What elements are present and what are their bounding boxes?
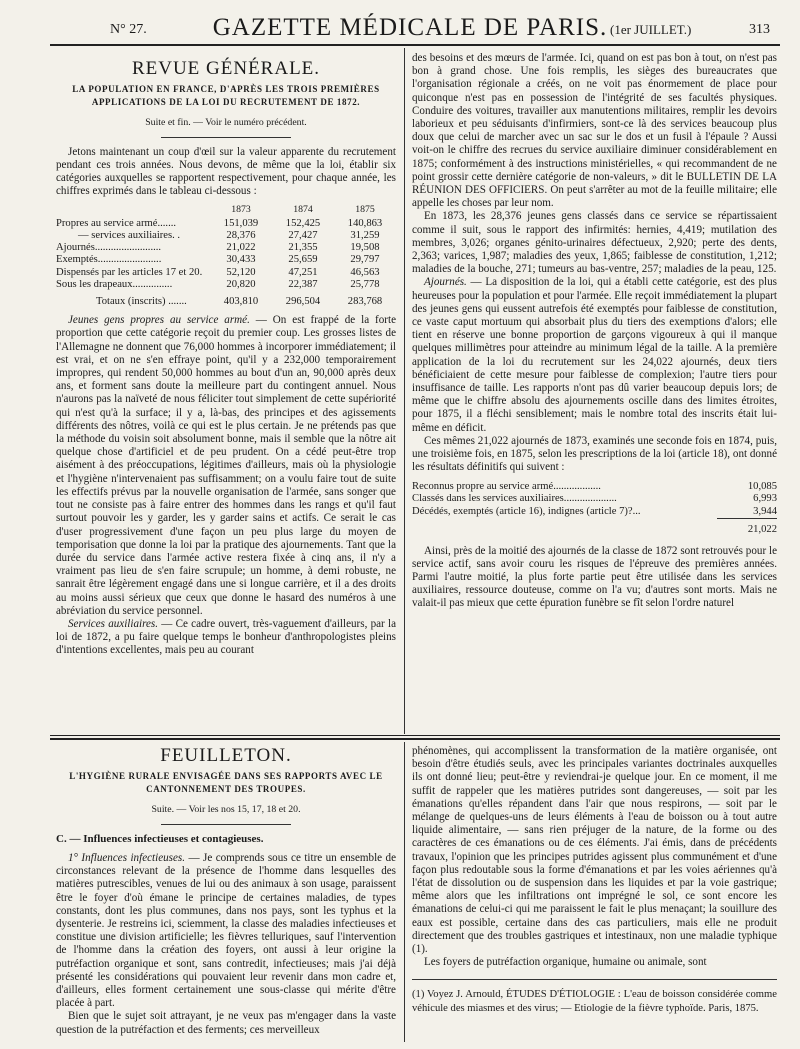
paragraph-infectieuses [56,852,396,1010]
table-cell: 152,425 [285,217,321,229]
feuilleton-title: FEUILLETON. [160,745,292,766]
masthead-rule [50,44,780,46]
revue-continuation: Suite et fin. — Voir le numéro précédent. [145,116,307,128]
table-row [412,506,777,519]
revue-title: REVUE GÉNÉRALE. [131,58,321,79]
table-cell: 151,039 [223,217,259,229]
table-cell: 27,427 [288,230,318,242]
table-cell: 296,504 [285,296,321,308]
paragraph: des besoins et des mœurs de l'armée. Ici, quand on est pas bon à tout, on n'est pas bon à grand chose. Une fois remplis, les sièges des bureaucrates que l'organisation régionale a créés, on ne voit pas énormement de place pour quiconque n'est pas en possession de l'intégrité de ses facultés physiques. Conduire des voitures, travailler aux manutentions militaires, remplir les devoirs laborieux et peu séduisants d'infirmiers, sont-ce là des services beaucoup plus doux que celui de marcher avec un sac sur le dos et un fusil à l'épaule ? Aussi voit-on le chiffre des recrues du service auxiliaire diminuer considérablement en 1875; conformément à des instructions ministérielles, « qui recommandent de ne point grossir cette dernière catégorie de non-valeurs, » dit le BULLETIN DE LA RÉUNION DES OFFICIERS. On peut s'arrêter au mot de la feuille militaire; elle appelle les choses par leur nom. [412,52,777,210]
issue-number: N° 27. [110,22,147,37]
footnote: (1) Voyez J. Arnould, ÉTUDES D'ÉTIOLOGIE : L'eau de boisson considérée comme véhicule des miasmes et des virus; — Etiologie de la fièvre typhoïde. Paris, 1875. [412,979,777,1014]
table-cell: 3,944 [717,506,777,519]
feuilleton-rule-double [50,738,780,740]
recruitment-table [56,203,396,309]
table-row [412,481,777,494]
table-cell: Reconnus propre au service armé.................. [412,480,601,492]
table-cell: Classés dans les services auxiliaires.................... [412,493,617,504]
table-cell: 283,768 [347,296,383,308]
section-heading: C. — Influences infectieuses et contagieuses. [56,832,264,845]
table-cell: 21,022 [747,524,777,535]
feuilleton-right-column [412,745,777,1015]
table-cell: 25,659 [288,254,318,266]
paragraph: En 1873, les 28,376 jeunes gens classés dans ce service se répartissaient comme il suit, sous le rapport des infirmités: hernies, 4,419; mutilation des membres, 3,026; organes génito-urinaires défectueux, 2,920; perte des dents, 2,363; varices, 1,987; maladies des yeux, 1,865; faiblesse de constitution, 1,212; maladies de la bouche, 271; tumeurs au bas-ventre, 257; maladies de la peau, 125. [412,210,777,276]
paragraph-label: Jeunes gens propres au service armé. [68,314,250,327]
issue-date: (1er JUILLET.) [610,22,692,37]
paragraph-label: 1° Influences infectieuses. [68,852,186,865]
table-row [56,218,396,230]
table-row [56,242,396,254]
table-cell: 20,820 [226,278,256,290]
table-cell: Sous les drapeaux............... [56,278,173,290]
table-cell: 46,563 [350,266,380,278]
table-cell: 31,259 [350,230,380,242]
paragraph: phénomènes, qui accomplissent la transformation de la matière organisée, ont besoin d'être étudiés seuls, avec les principales variantes doctrinales auxquelles ils ont donné lieu; peut-être y reviendrai-je quelque jour. En ce moment, il me suffit de rappeler que les matières putrides sont dangereuses, — soit par les émanations qu'elles répandent dans l'air que nous respirons, — soit par le mélange de quelques-uns de leurs éléments à l'eau de boisson ou à tout autre liquide alimentaire, — sans rien préjuger de la nature, de la forme ou des caractères de ces émanations ou de ces éléments. J'ai émis, dans de précédents travaux, l'opinion que les principes putrides agissent plus communément et d'une façon plus redoutable sous la forme d'émanations et par les voies aériennes qu'à l'état de dissolution ou de suspension dans les liquides et par la voie gastrique; même alors que les infiltrations ont imprégné le sol, ce sont encore les émanations de celui-ci qui me paraissent le fait le plus menaçant; la souillure des eaux est possible, certaine dans des cas particuliers, mais elle ne produit directement que des troubles gastriques et intestinaux, non une maladie typhique (1). [412,745,777,956]
table-cell: 403,810 [223,296,259,308]
revue-intro: Jetons maintenant un coup d'œil sur la valeur apparente du recrutement pendant ces trois années. Nous devons, de même que la loi, établir six catégories auxquelles se rapportent respectivement, pour chaque année, les chiffres exprimés dans le tableau ci-dessous : [56,145,396,198]
table-row [56,230,396,242]
table-cell: Décédés, exemptés (article 16), indignes (article 7)?... [412,505,641,517]
page-number: 313 [749,22,770,37]
ajournes-results-table [412,481,777,537]
table-header [56,203,210,218]
paragraph: Ainsi, près de la moitié des ajournés de la classe de 1872 sont retrouvés pour le service actif, sans avoir couru les risques de l'épreuve des premières années. Parmi l'autre moitié, la plus forte partie peut être utilisée dans les services auxiliaires, ressource douteuse, comme on l'a vu; d'autres sont morts. Mais ne valait-il pas mieux que cette épuration funèbre se fît selon l'ordre naturel [412,544,777,610]
table-cell: Ajournés......................... [56,242,162,254]
table-cell: 25,778 [350,278,380,290]
table-cell: Dispensés par les articles 17 et 20. [56,266,203,278]
table-cell: Totaux (inscrits) ....... [96,296,187,308]
table-row [56,267,396,279]
feuilleton-subtitle: L'HYGIÈNE RURALE ENVISAGÉE DANS SES RAPPORTS AVEC LE CANTONNEMENT DES TROUPES. [69,771,383,795]
table-cell: 21,355 [288,242,318,254]
table-cell: 140,863 [347,217,383,229]
table-header: 1873 [231,203,251,215]
table-header: 1874 [293,203,313,215]
table-row [56,254,396,266]
revue-subtitle: LA POPULATION EN FRANCE, D'APRÈS LES TROIS PREMIÈRES APPLICATIONS DE LA LOI DU RECRUTEMENT DE 1872. [72,84,380,108]
table-cell: 10,085 [747,480,777,492]
paragraph-text: — Je comprends sous ce titre un ensemble de circonstances relevant de la présence de l'homme dans lesquelles des matières putrescibles, venues de lui ou des animaux à son usage, paraissent être le foyer d'où émane le principe de certaines maladies, de types constants, dont les plus communes, dans nos pays, sont les typhus et la dysenterie. Je restreins ici, sciemment, la classe des maladies infectieuses et constitue une division artificielle; les fièvres telluriques, sauf l'intervention de l'homme dans la création des foyers, ont aussi à leur origine la putréfaction organique et sont, sans contredit, infectieuses; mais j'ai déjà présenté les considérations qui pouvaient leur revenir dans mon cadre et, d'ailleurs, elles forment certainement une sous-classe qui mérite d'être placée à part. [56,852,396,1010]
feuilleton-continuation: Suite. — Voir les nos 15, 17, 18 et 20. [151,803,301,815]
table-cell: 29,797 [350,254,380,266]
table-cell: — services auxiliaires. . [78,230,181,242]
paragraph-text: — Ce cadre ouvert, très-vaguement d'ailleurs, par la loi de 1872, a pu faire quelque temps le bonheur d'anthropologistes pleins d'intentions excellentes, mais peu au courant [56,617,396,657]
table-cell: 30,433 [226,254,256,266]
feuilleton-rule [50,735,780,736]
column-divider-top [404,48,405,734]
table-cell: 22,387 [288,278,318,290]
paragraph-text: — La disposition de la loi, qui a établi cette catégorie, est des plus heureuses pour la population et pour l'armée. Elle reçoit immédiatement la plupart des jeunes gens qui eussent autrefois été exemptés pour faiblesse de constitution, ce vaste caput mortuum qui absorbait plus du tiers des exemptions d'alors; elle tient en réserve une bonne proportion de garçons vigoureux à qui il manque quelques millimètres pour atteindre au minimum légal de la taille. A la première application de la loi du recrutement sur les 24,022 ajournés, deux tiers bénéficiaient de cette mesure pour faiblesse de complexion; l'autre tiers pour insuffisance de taille. Les rapports n'ont pas dû varier beaucoup depuis lors; de même que le chiffre absolu des ajournements oscille dans des limites étroites, pour 1875, il a fléchi sensiblement; mais le nombre total des inscrits était lui-même en déficit. [412,276,777,434]
table-cell: 52,120 [226,266,256,278]
paragraph: Bien que le sujet soit attrayant, je ne veux pas m'engager dans la vaste question de la putréfaction et des ferments; ces merveilleux [56,1010,396,1036]
table-total-row [56,291,396,308]
separator [161,824,291,825]
separator [161,137,291,138]
table-row [412,493,777,506]
table-row [56,279,396,291]
table-cell [412,519,717,537]
paragraph-auxiliaires [56,618,396,658]
masthead [40,14,780,44]
revue-left-column [56,52,396,658]
table-header: 1875 [355,203,375,215]
table-cell: Exemptés........................ [56,254,162,266]
table-cell: 19,508 [350,242,380,254]
table-cell: 6,993 [753,493,777,504]
paragraph: Les foyers de putréfaction organique, humaine ou animale, sont [424,956,707,969]
paragraph-propres [56,314,396,618]
paragraph-text: — On est frappé de la forte proportion que cette catégorie reçoit du premier coup. Les grosses listes de l'Allemagne ne donnent que 76,000 hommes à incorporer immédiatement; il est vrai, et on ne s'en effraye point, qu'il y a 232,000 temporairement impropres, qui rendent 50,000 hommes au bout d'un an, 90,000 après deux ans, et forment sans doute la meilleure part du contingent annuel. Nous n'aurons pas la naïveté de nous féliciter tout simplement de cette supériorité qui n'est qu'à la surface; il y a, là-bas, des principes et des agissements différents des nôtres, voilà ce qui est le plus certain. Je ne prétends pas que la méthode du voisin soit absolument bonne, mais il semble que la nôtre ait quelque chose d'artificiel et de peu prudent. On a cédé peut-être trop aisément à des préoccupations, légitimes d'ailleurs, mais où la physiologie et l'hygiène n'intervenaient pas suffisamment; on a voulu faire tout de suite les effectifs prévus par la nouvelle organisation de l'armée, sans songer que tout ne consiste pas à faire entrer des hommes dans les rangs et qu'il faut surtout pouvoir les y garder, les y garder sains et actifs. Ce serait le cas d'user progressivement d'une façon un peu plus large du moyen de temporisation que donne la loi par la pratique des ajournements. Tant que la durée du service dans l'armée active restera fixée à cinq ans, il n'y a vraiment pas lieu de s'en faire scrupule; un homme, à demi robuste, ne sanrait être légèrement engagé dans une si longue carrière, et il a des droits au moins aussi sérieux que ceux que donne le hasard des numéros à une abréviation du service personnel. [56,314,396,617]
table-header-row [56,203,396,218]
paragraph-label: Services auxiliaires. [68,617,159,630]
revue-right-column [412,52,777,611]
paragraph: Ces mêmes 21,022 ajournés de 1873, examinés une seconde fois en 1874, puis, une troisième fois, en 1875, selon les prescriptions de la loi (article 18), ont donné les résultats définitifs qui suivent : [412,434,777,474]
table-cell: 21,022 [226,242,256,254]
feuilleton-left-column [56,745,396,1037]
paragraph-ajournes [412,276,777,434]
table-cell: 28,376 [226,230,256,242]
table-cell: Propres au service armé....... [56,217,177,229]
journal-title: GAZETTE MÉDICALE DE PARIS. [212,14,608,41]
column-divider-bottom [404,742,405,1042]
paragraph-label: Ajournés. [424,276,467,289]
table-total-row [412,519,777,537]
table-cell: 47,251 [288,266,318,278]
